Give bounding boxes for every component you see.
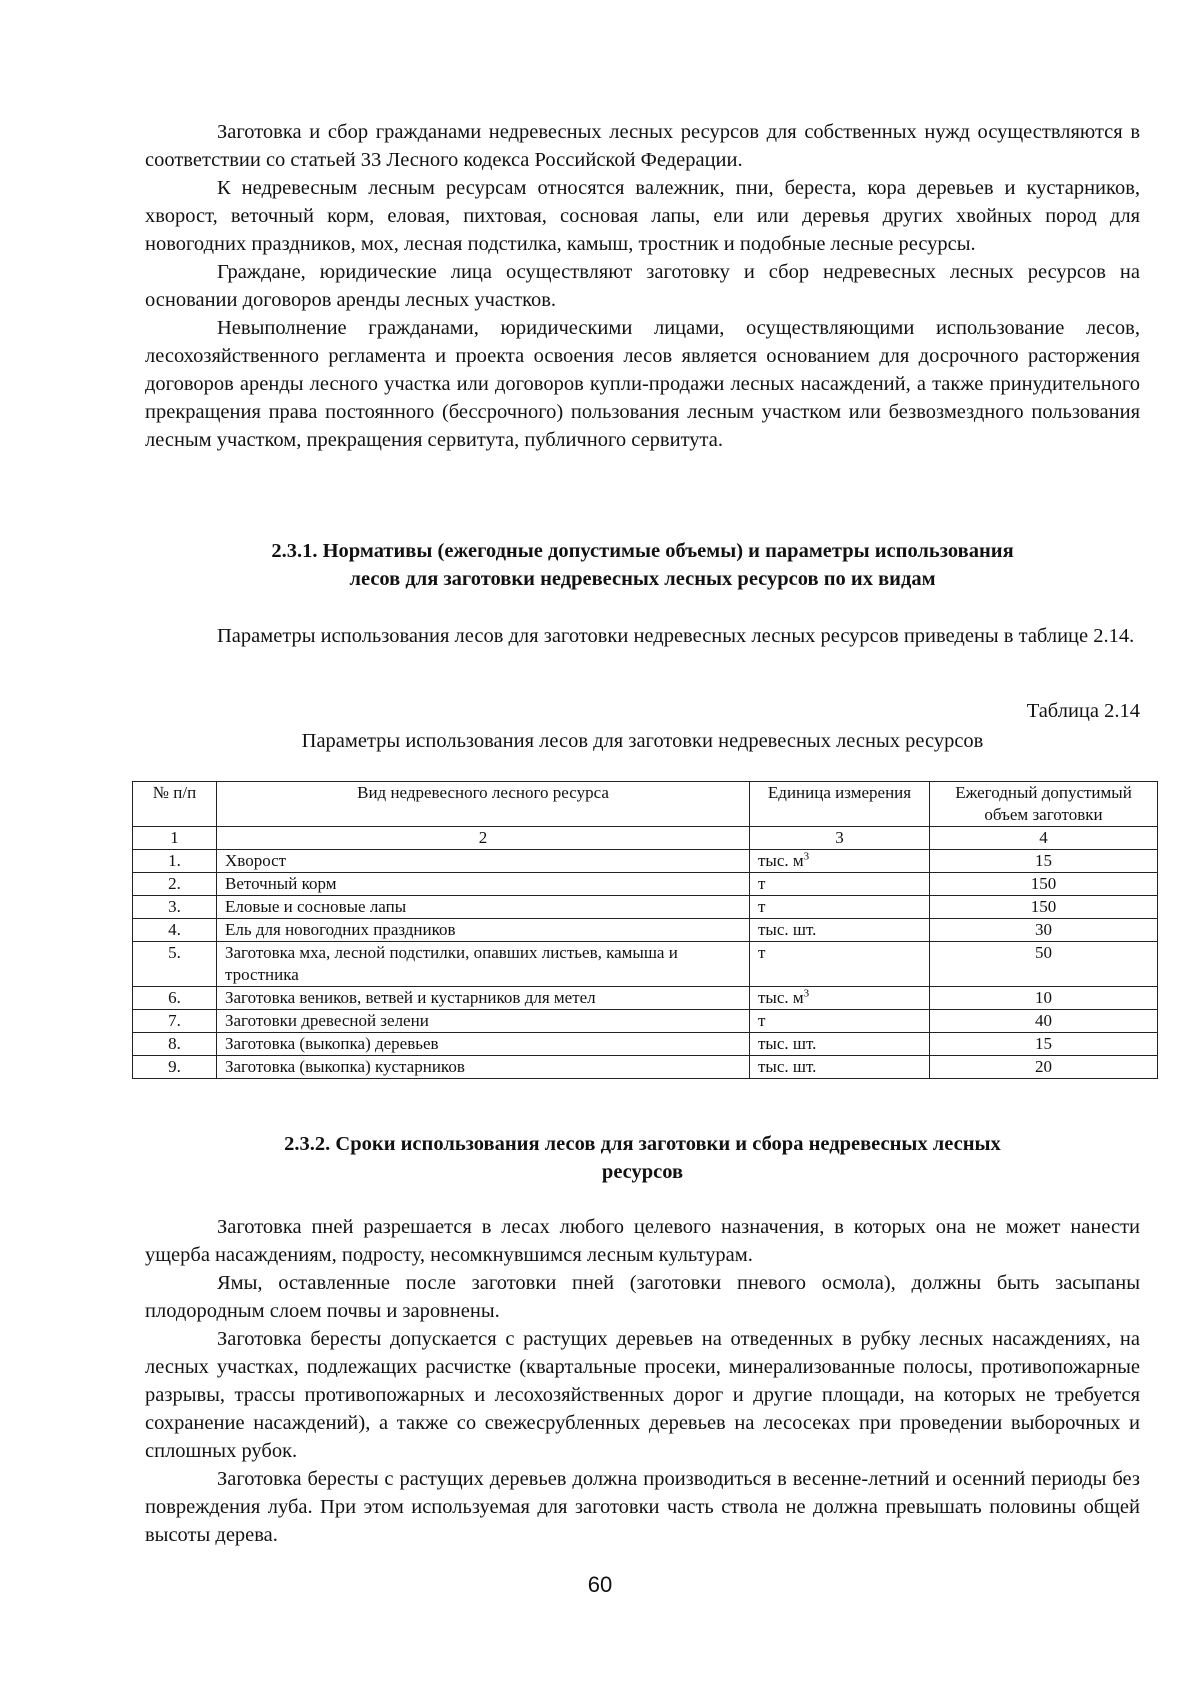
cell-resource-text: Заготовка (выкопка) деревьев <box>225 1034 439 1053</box>
paragraph: Невыполнение гражданами, юридическими лицами, осуществляющими использование лесов, лесохозяйственного регламента и проекта освоения лесов является основанием для досрочного расторжения договоров аренды лесного участка или договоров купли-продажи лесных насаждений, а также принудительного прекращения права постоянного (бессрочного) пользования лесным участком или безвозмездного пользования лесным участком, прекращения сервитута, публичного сервитута. <box>145 317 1140 451</box>
table-row <box>133 873 1158 896</box>
cell-num-text: 5. <box>168 943 181 962</box>
table-row <box>133 942 1158 987</box>
table-row <box>133 850 1158 873</box>
paragraph: Ямы, оставленные после заготовки пней (заготовки пневого осмола), должны быть засыпаны плодородным слоем почвы и заровнены. <box>145 1272 1140 1322</box>
cell-resource-text: Хворост <box>225 851 287 870</box>
section-heading-2-3-1 <box>145 537 1140 593</box>
cell-resource <box>217 1033 750 1056</box>
cell-unit-text: тыс. м <box>758 988 804 1007</box>
table-number: Таблица 2.14 <box>1026 700 1140 722</box>
cell-unit <box>750 919 930 942</box>
parameters-table <box>132 781 1158 1079</box>
column-header-unit: Единица измерения <box>750 782 930 827</box>
cell-num-text: 9. <box>168 1057 181 1076</box>
cell-volume <box>930 1033 1158 1056</box>
heading-line: ресурсов <box>601 1161 684 1183</box>
paragraph: Параметры использования лесов для заготовки недревесных лесных ресурсов приведены в таблице 2.14. <box>217 625 1135 647</box>
cell-volume <box>930 919 1158 942</box>
heading-line: лесов для заготовки недревесных лесных ресурсов по их видам <box>349 568 936 590</box>
cell-num <box>133 942 217 987</box>
cell-num <box>133 1033 217 1056</box>
cell-num <box>133 850 217 873</box>
unit-superscript: 3 <box>803 987 810 1000</box>
cell-resource <box>217 1056 750 1079</box>
cell-num-text: 8. <box>168 1034 181 1053</box>
paragraph: Заготовка и сбор гражданами недревесных лесных ресурсов для собственных нужд осуществляются в соответствии со статьей 33 Лесного кодекса Российской Федерации. <box>145 121 1140 171</box>
cell-unit <box>750 896 930 919</box>
table-row <box>133 1010 1158 1033</box>
cell-resource <box>217 987 750 1010</box>
section-2-3-1-text <box>145 622 1140 650</box>
paragraph: Заготовка пней разрешается в лесах любого целевого назначения, в которых она не может нанести ущерба насаждениям, подросту, несомкнувшимся лесным культурам. <box>145 1216 1140 1266</box>
cell-volume-text: 30 <box>1035 920 1052 939</box>
cell-volume <box>930 1056 1158 1079</box>
cell-num <box>133 987 217 1010</box>
index-cell: 3 <box>750 827 930 850</box>
paragraph: Заготовка бересты допускается с растущих деревьев на отведенных в рубку лесных насаждениях, на лесных участках, подлежащих расчистке (квартальные просеки, минерализованные полосы, противопожарные разрывы, трассы противопожарных и лесохозяйственных дорог и другие площади, на которых не требуется сохранение насаждений), а также со свежесрубленных деревьев на лесосеках при проведении выборочных и сплошных рубок. <box>145 1328 1140 1462</box>
cell-volume-text: 15 <box>1035 851 1052 870</box>
table-title: Параметры использования лесов для заготовки недревесных лесных ресурсов <box>301 730 984 752</box>
cell-num-text: 7. <box>168 1011 181 1030</box>
table-row <box>133 919 1158 942</box>
page-number: 60 <box>587 1572 613 1597</box>
cell-volume <box>930 873 1158 896</box>
cell-unit <box>750 942 930 987</box>
cell-volume-text: 10 <box>1035 988 1052 1007</box>
paragraph: Граждане, юридические лица осуществляют заготовку и сбор недревесных лесных ресурсов на основании договоров аренды лесных участков. <box>145 261 1140 311</box>
index-cell: 1 <box>133 827 217 850</box>
cell-num-text: 4. <box>168 920 181 939</box>
cell-volume <box>930 987 1158 1010</box>
table-row <box>133 1033 1158 1056</box>
intro-section <box>145 118 1140 454</box>
section-2-3-2-text <box>145 1213 1140 1549</box>
cell-unit <box>750 987 930 1010</box>
cell-unit <box>750 1056 930 1079</box>
column-header-num: № п/п <box>133 782 217 827</box>
cell-num-text: 1. <box>168 851 181 870</box>
cell-volume-text: 15 <box>1035 1034 1052 1053</box>
cell-resource-text: Еловые и сосновые лапы <box>225 897 407 916</box>
table-body <box>133 850 1158 1079</box>
cell-resource-text: Ель для новогодних праздников <box>225 920 456 939</box>
cell-volume-text: 150 <box>1030 897 1057 916</box>
cell-resource <box>217 942 750 987</box>
table-row <box>133 1056 1158 1079</box>
cell-volume <box>930 850 1158 873</box>
cell-resource <box>217 850 750 873</box>
cell-resource-text: Заготовки древесной зелени <box>225 1011 429 1030</box>
cell-unit <box>750 850 930 873</box>
cell-unit-text: тыс. шт. <box>758 920 817 939</box>
index-cell: 2 <box>217 827 750 850</box>
cell-unit-text: тыс. шт. <box>758 1057 817 1076</box>
cell-num <box>133 1056 217 1079</box>
cell-num <box>133 919 217 942</box>
cell-num-text: 3. <box>168 897 181 916</box>
cell-unit <box>750 873 930 896</box>
paragraph: К недревесным лесным ресурсам относятся валежник, пни, береста, кора деревьев и кустарников, хворост, веточный корм, еловая, пихтовая, сосновая лапы, ели или деревья других хвойных пород для новогодних праздников, мох, лесная подстилка, камыш, тростник и подобные лесные ресурсы. <box>145 177 1140 255</box>
heading-line: 2.3.1. Нормативы (ежегодные допустимые объемы) и параметры использования <box>271 540 1014 562</box>
unit-superscript: 3 <box>803 850 810 863</box>
cell-num-text: 6. <box>168 988 181 1007</box>
cell-resource <box>217 1010 750 1033</box>
cell-volume-text: 20 <box>1035 1057 1052 1076</box>
section-heading-2-3-2 <box>145 1130 1140 1186</box>
cell-num-text: 2. <box>168 874 181 893</box>
cell-volume-text: 150 <box>1030 874 1057 893</box>
table-index-row <box>133 827 1158 850</box>
cell-unit-text: тыс. м <box>758 851 804 870</box>
cell-resource-text: Веточный корм <box>225 874 337 893</box>
cell-volume-text: 50 <box>1035 943 1052 962</box>
cell-unit-text: т <box>758 1011 766 1030</box>
paragraph: Заготовка бересты с растущих деревьев должна производиться в весенне-летний и осенний периоды без повреждения луба. При этом используемая для заготовки часть ствола не должна превышать половины общей высоты дерева. <box>145 1468 1140 1546</box>
cell-unit-text: т <box>758 943 766 962</box>
cell-resource-text: Заготовка веников, ветвей и кустарников для метел <box>225 988 596 1007</box>
cell-resource-text: Заготовка (выкопка) кустарников <box>225 1057 465 1076</box>
cell-unit-text: т <box>758 874 766 893</box>
cell-volume <box>930 896 1158 919</box>
cell-unit-text: т <box>758 897 766 916</box>
cell-num <box>133 896 217 919</box>
column-header-volume: Ежегодный допустимый объем заготовки <box>930 782 1158 827</box>
cell-unit <box>750 1010 930 1033</box>
cell-volume-text: 40 <box>1035 1011 1052 1030</box>
cell-resource <box>217 896 750 919</box>
cell-volume <box>930 942 1158 987</box>
cell-unit-text: тыс. шт. <box>758 1034 817 1053</box>
table-row <box>133 896 1158 919</box>
cell-volume <box>930 1010 1158 1033</box>
heading-line: 2.3.2. Сроки использования лесов для заготовки и сбора недревесных лесных <box>284 1133 1001 1155</box>
cell-num <box>133 1010 217 1033</box>
cell-num <box>133 873 217 896</box>
index-cell: 4 <box>930 827 1158 850</box>
table-header-row <box>133 782 1158 827</box>
cell-unit <box>750 1033 930 1056</box>
cell-resource <box>217 873 750 896</box>
table-row <box>133 987 1158 1010</box>
cell-resource <box>217 919 750 942</box>
column-header-resource: Вид недревесного лесного ресурса <box>217 782 750 827</box>
cell-resource-text: Заготовка мха, лесной подстилки, опавших листьев, камыша и тростника <box>225 943 678 984</box>
